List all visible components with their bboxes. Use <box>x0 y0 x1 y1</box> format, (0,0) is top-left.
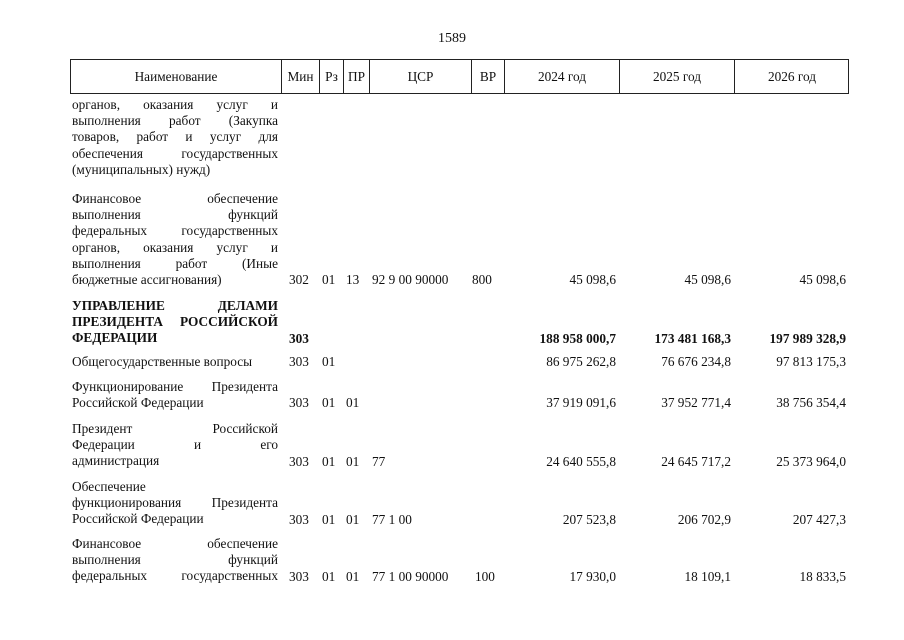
cell-2025: 173 481 168,3 <box>654 331 731 346</box>
cell-2026: 45 098,6 <box>799 272 846 287</box>
row-name <box>72 536 278 585</box>
name-line: (муниципальных) нужд) <box>72 161 211 177</box>
header-min: Мин <box>287 69 314 84</box>
cell-2026: 25 373 964,0 <box>776 454 846 469</box>
name-line: Финансовое обеспечение <box>72 191 278 206</box>
header-pr: ПР <box>348 69 365 84</box>
cell-min: 303 <box>289 569 309 584</box>
name-line: ФЕДЕРАЦИИ <box>72 330 158 346</box>
row-name <box>72 354 278 370</box>
header-name: Наименование <box>134 69 218 84</box>
row-name <box>72 479 278 528</box>
cell-2025: 45 098,6 <box>684 272 731 287</box>
cell-2024: 86 975 262,8 <box>546 354 616 369</box>
cell-2024: 45 098,6 <box>569 272 616 287</box>
name-line: товаров, работ и услуг для <box>72 129 278 145</box>
name-line: выполнения работ (Иные <box>72 255 278 271</box>
cell-2024: 24 640 555,8 <box>546 454 616 469</box>
name-line: Российской Федерации <box>72 395 204 411</box>
cell-csr: 77 <box>372 454 386 469</box>
cell-2026: 38 756 354,4 <box>776 395 846 410</box>
name-line: бюджетные ассигнования) <box>72 272 222 288</box>
cell-min: 303 <box>289 354 309 369</box>
cell-min: 303 <box>289 454 309 469</box>
name-line: выполнения функций <box>72 207 278 223</box>
cell-2024: 37 919 091,6 <box>546 395 616 410</box>
cell-csr: 77 1 00 <box>372 512 412 527</box>
name-line: ПРЕЗИДЕНТА РОССИЙСКОЙ <box>72 314 278 330</box>
header-2024: 2024 год <box>537 69 587 84</box>
cell-csr: 77 1 00 90000 <box>372 569 449 584</box>
name-line: федеральных государственных <box>72 568 278 584</box>
cell-rz: 01 <box>322 512 336 527</box>
cell-2025: 24 645 717,2 <box>661 454 731 469</box>
name-line: выполнения функций <box>72 552 278 568</box>
cell-rz: 01 <box>322 454 336 469</box>
cell-rz: 01 <box>322 272 336 287</box>
cell-min: 303 <box>289 331 309 346</box>
name-line: органов, оказания услуг и <box>72 97 278 112</box>
name-line: Общегосударственные вопросы <box>72 354 253 369</box>
cell-pr: 01 <box>346 512 360 527</box>
cell-vr: 800 <box>472 272 492 287</box>
cell-csr: 92 9 00 90000 <box>372 272 449 287</box>
cell-2025: 76 676 234,8 <box>661 354 731 369</box>
page-number: 1589 <box>438 31 466 46</box>
name-line: органов, оказания услуг и <box>72 239 278 255</box>
cell-2025: 18 109,1 <box>684 569 731 584</box>
row-name <box>72 191 278 288</box>
header-csr: ЦСР <box>407 69 434 84</box>
cell-2024: 188 958 000,7 <box>539 331 616 346</box>
name-line: функционирования Президента <box>72 495 278 511</box>
cell-pr: 01 <box>346 395 360 410</box>
header-rz: Рз <box>325 69 338 84</box>
name-line: Президент Российской <box>72 421 278 436</box>
table-header <box>70 59 849 94</box>
name-line: администрация <box>72 453 160 469</box>
cell-rz: 01 <box>322 569 336 584</box>
header-2025: 2025 год <box>652 69 702 84</box>
cell-min: 303 <box>289 395 309 410</box>
cell-2024: 17 930,0 <box>569 569 616 584</box>
cell-2026: 197 989 328,9 <box>769 331 846 346</box>
cell-2024: 207 523,8 <box>562 512 616 527</box>
name-line: федеральных государственных <box>72 223 278 239</box>
header-2026: 2026 год <box>767 69 817 84</box>
cell-rz: 01 <box>322 395 336 410</box>
cell-min: 302 <box>289 272 309 287</box>
name-line: Российской Федерации <box>72 511 204 527</box>
cell-2026: 207 427,3 <box>792 512 846 527</box>
cell-vr: 100 <box>475 569 495 584</box>
name-line: обеспечения государственных <box>72 145 278 161</box>
name-line: Федерации и его <box>72 437 278 453</box>
name-line: Функционирование Президента <box>72 379 278 394</box>
cell-2025: 206 702,9 <box>677 512 731 527</box>
name-line: Финансовое обеспечение <box>72 536 278 551</box>
row-name <box>72 97 278 178</box>
header-vr: ВР <box>479 69 497 84</box>
row-name <box>72 298 278 347</box>
name-line: Обеспечение <box>72 479 146 494</box>
row-name <box>72 379 278 411</box>
cell-2025: 37 952 771,4 <box>661 395 731 410</box>
cell-pr: 01 <box>346 454 360 469</box>
name-line: выполнения работ (Закупка <box>72 113 278 129</box>
row-name <box>72 421 278 470</box>
cell-2026: 18 833,5 <box>799 569 846 584</box>
cell-2026: 97 813 175,3 <box>776 354 846 369</box>
name-line: УПРАВЛЕНИЕ ДЕЛАМИ <box>72 298 278 313</box>
cell-pr: 13 <box>346 272 360 287</box>
cell-rz: 01 <box>322 354 336 369</box>
cell-min: 303 <box>289 512 309 527</box>
cell-pr: 01 <box>346 569 360 584</box>
